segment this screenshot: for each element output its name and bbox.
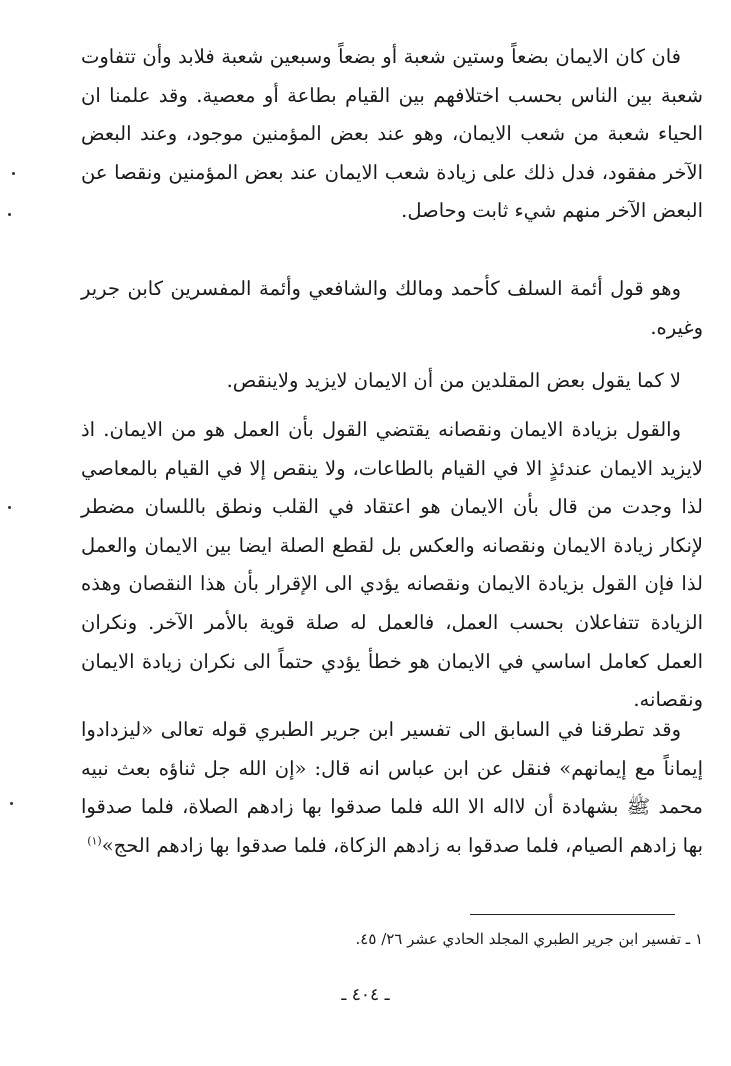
paragraph-5 xyxy=(81,711,703,865)
paragraph-4 xyxy=(81,411,703,720)
paragraph-3-text: لا كما يقول بعض المقلدين من أن الايمان لايزيد ولاينقص. xyxy=(226,369,681,392)
footnote-divider xyxy=(470,914,675,915)
footnote-reference[interactable]: (١) xyxy=(87,834,102,848)
paragraph-2 xyxy=(81,270,703,347)
paragraph-4-text: والقول بزيادة الايمان ونقصانه يقتضي القول بأن العمل هو من الايمان. اذ لايزيد الايمان عندئذٍ الا في القيام بالطاعات، ولا ينقص إلا في القيام بالمعاصي لذا وجدت من قال بأن الايمان هو اعتقاد في القلب ونطق باللسان مضطر لإنكار زيادة الايمان ونقصانه والعكس بل لقطع الصلة ايضا بين الايمان والعمل لذا فإن القول بزيادة الايمان ونقصانه يؤدي الى الإقرار بأن هذا النقصان وهذه الزيادة تتفاعلان بحسب العمل، فالعمل له صلة قوية بالأمر الآخر. ونكران العمل كعامل اساسي في الايمان هو خطأ يؤدي حتماً الى نكران زيادة الايمان ونقصانه. xyxy=(81,418,703,712)
margin-speck-2 xyxy=(12,172,15,175)
paragraph-1-text: فان كان الايمان بضعاً وستين شعبة أو بضعاً وسبعين شعبة فلابد وأن تتفاوت شعبة بين الناس بحسب اختلافهم بين القيام بطاعة أو معصية. وقد علمنا ان الحياء شعبة من شعب الايمان، وهو عند بعض المؤمنين موجود، وعند البعض الآخر مفقود، فدل ذلك على زيادة شعب الايمان عند بعض المؤمنين ونقصا عن البعض الآخر منهم شيء ثابت وحاصل. xyxy=(81,45,703,223)
paragraph-3 xyxy=(81,362,703,401)
page-number: ـ ٤٠٤ ـ xyxy=(341,985,390,1005)
paragraph-5-text: وقد تطرقنا في السابق الى تفسير ابن جرير الطبري قوله تعالى «ليزدادوا إيماناً مع إيمانهم» فنقل عن ابن عباس انه قال: «إن الله جل ثناؤه بعث نبيه محمد ﷺ بشهادة أن لااله الا الله فلما صدقوا بها زادهم الصلاة، فلما صدقوا بها زادهم الصيام، فلما صدقوا به زادهم الزكاة، فلما صدقوا بها زادهم الحج» xyxy=(81,718,703,857)
margin-speck-3 xyxy=(8,506,11,509)
margin-speck-4 xyxy=(10,802,13,805)
footnote-text: ١ ـ تفسير ابن جرير الطبري المجلد الحادي عشر ٢٦/ ٤٥. xyxy=(355,930,703,948)
margin-speck-1 xyxy=(8,213,11,216)
paragraph-2-text: وهو قول أئمة السلف كأحمد ومالك والشافعي وأئمة المفسرين كابن جرير وغيره. xyxy=(81,277,703,339)
paragraph-1 xyxy=(81,38,703,231)
paragraph-5-container xyxy=(81,711,703,865)
